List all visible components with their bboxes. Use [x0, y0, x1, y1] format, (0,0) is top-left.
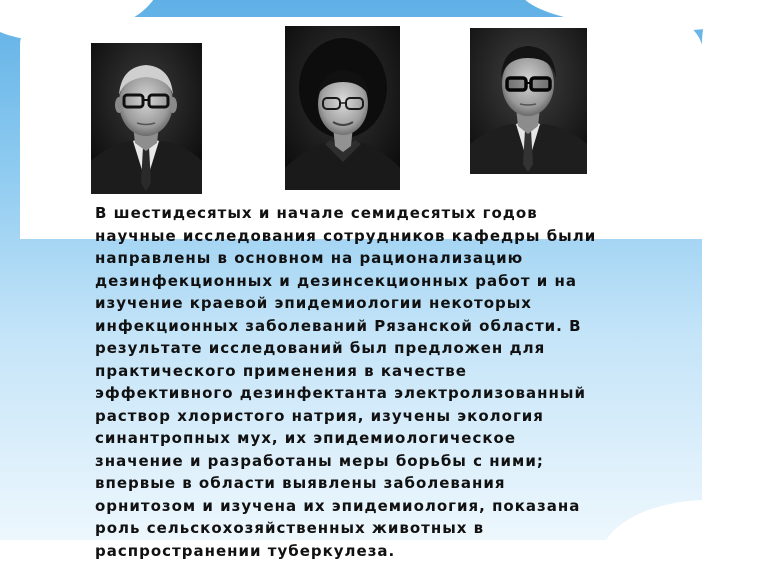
portrait-photo-man-dark-glasses — [470, 28, 587, 174]
paragraph-line: значение и разработаны меры борьбы с ними; — [95, 450, 640, 473]
portrait-photo-man-glasses — [91, 43, 202, 194]
body-paragraph — [95, 202, 640, 540]
paragraph-line: раствор хлористого натрия, изучены экология — [95, 405, 640, 428]
portrait-photo-woman — [285, 26, 400, 190]
paragraph-line: роль сельскохозяйственных животных в — [95, 517, 640, 540]
paragraph-line: научные исследования сотрудников кафедры были — [95, 225, 640, 248]
paragraph-line: изучение краевой эпидемиологии некоторых — [95, 292, 640, 315]
paragraph-line: впервые в области выявлены заболевания — [95, 472, 640, 495]
paragraph-line: эффективного дезинфектанта электролизованный — [95, 382, 640, 405]
paragraph-line: дезинфекционных и дезинсекционных работ и на — [95, 270, 640, 293]
paragraph-line: В шестидесятых и начале семидесятых годов — [95, 202, 640, 225]
paragraph-line: синантропных мух, их эпидемиологическое — [95, 427, 640, 450]
decorative-wave-right — [702, 0, 742, 540]
paragraph-line: орнитозом и изучена их эпидемиология, показана — [95, 495, 640, 518]
paragraph-line: распространении туберкулеза. — [95, 540, 640, 562]
paragraph-line: инфекционных заболеваний Рязанской области. В — [95, 315, 640, 338]
paragraph-line: практического применения в качестве — [95, 360, 640, 383]
paragraph-line: результате исследований был предложен для — [95, 337, 640, 360]
paragraph-line: направлены в основном на рационализацию — [95, 247, 640, 270]
